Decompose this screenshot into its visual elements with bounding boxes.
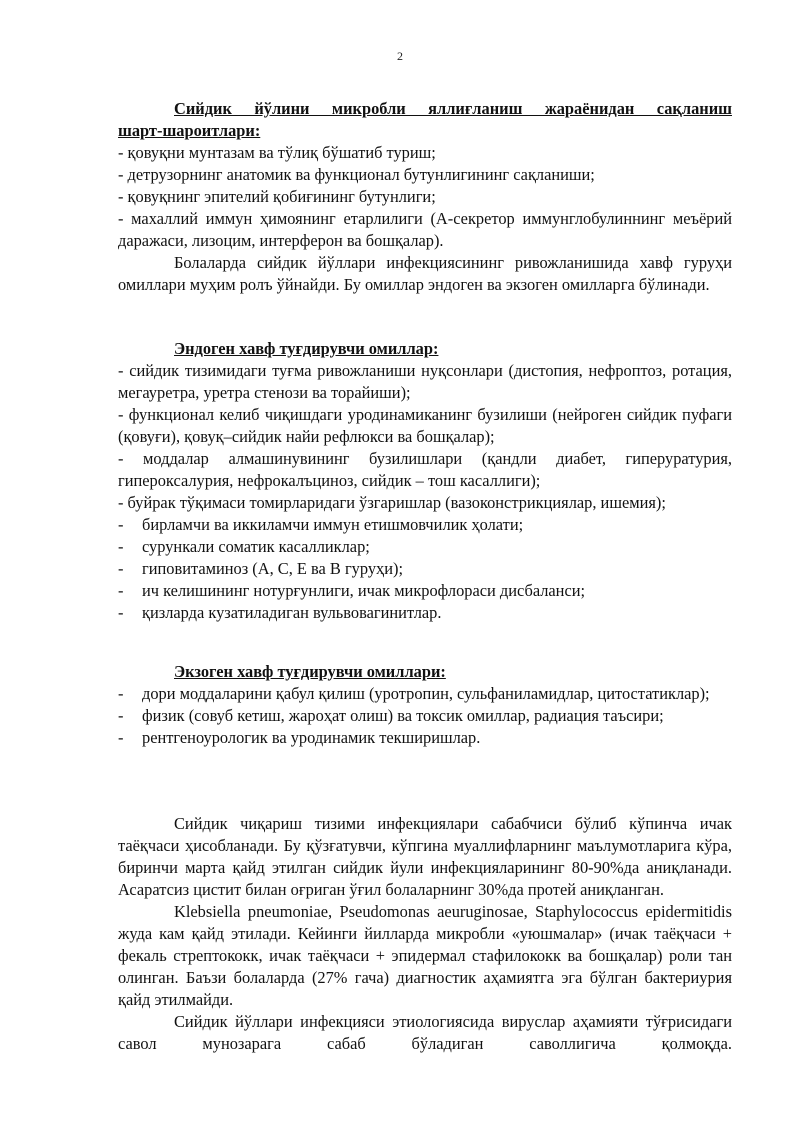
list-dash: -	[118, 706, 124, 725]
list-item-text: ич келишининг нотурғунлиги, ичак микрофлораси дисбаланси;	[142, 581, 586, 600]
section-exogenous	[118, 661, 732, 749]
list-item: - детрузорнинг анатомик ва функционал бутунлигининг сақланиши;	[118, 165, 595, 184]
list-item: - қовуқни мунтазам ва тўлиқ бўшатиб туриш;	[118, 143, 436, 162]
list-item: - буйрак тўқимаси томирларидаги ўзгаришлар (вазоконстрикциялар, ишемия);	[118, 493, 666, 512]
list-dash: -	[118, 559, 124, 578]
list-item-text: сурункали соматик касалликлар;	[142, 537, 370, 556]
list-item: - сийдик тизимидаги туғма ривожланиши нуқсонлари (дистопия, нефроптоз, ротация, мегауретра, уретра стенози ва торайиши);	[118, 361, 732, 402]
body-paragraph: Сийдик чиқариш тизими инфекциялари сабабчиси бўлиб кўпинча ичак таёқчаси ҳисобланади. Бу қўзғатувчи, кўпгина муаллифларнинг маълумотларига кўра, биринчи марта қайд этилган сийдик йули инфекцияларининг 80-90%да аниқланади. Асаратсиз цистит билан оғриган ўғил болаларнинг 30%да протей аниқланган.	[118, 814, 732, 899]
list-item-text: гиповитаминоз (A, C, E ва B гуруҳи);	[142, 559, 404, 578]
list-item-text: қизларда кузатиладиган вульвовагинитлар.	[142, 603, 442, 622]
list-item	[118, 727, 732, 749]
list-item-text: физик (совуб кетиш, жароҳат олиш) ва токсик омиллар, радиация таъсири;	[142, 706, 664, 725]
section-endogenous	[118, 338, 732, 624]
section-heading-exogenous: Экзоген хавф туғдирувчи омиллари:	[174, 662, 446, 681]
list-item: - махаллий иммун ҳимоянинг етарлилиги (А-секретор иммунглобулиннинг меъёрий даражаси, лизоцим, интерферон ва бошқалар).	[118, 209, 732, 250]
body-paragraph: Болаларда сийдик йўллари инфекциясининг ривожланишида хавф гуруҳи омиллари муҳим ролъ ўйнайди. Бу омиллар эндоген ва экзоген омилларга бўлинади.	[118, 253, 732, 294]
list-dash: -	[118, 728, 124, 747]
list-dash: -	[118, 684, 124, 703]
list-dash: -	[118, 537, 124, 556]
list-dash: -	[118, 581, 124, 600]
list-item-text: дори моддаларини қабул қилиш (уротропин, сульфаниламидлар, цитостатиклар);	[142, 684, 710, 703]
list-item-text: рентгеноурологик ва уродинамик текширишлар.	[142, 728, 481, 747]
section-heading-prevention-line1: Сийдик йўлини микробли яллиғланиш жараёнидан сақланиш	[174, 99, 732, 118]
list-item: - қовуқнинг эпителий қобиғининг бутунлиги;	[118, 187, 436, 206]
list-item	[118, 683, 732, 705]
list-dash: -	[118, 603, 124, 622]
list-item	[118, 602, 732, 624]
body-paragraph: Сийдик йўллари инфекцияси этиологиясида вируслар аҳамияти тўғрисидаги савол мунозарага сабаб бўладиган саволлигича қолмоқда.	[118, 1012, 732, 1053]
section-heading-endogenous: Эндоген хавф туғдирувчи омиллар:	[174, 339, 439, 358]
list-item: - моддалар алмашинувининг бузилишлари (қандли диабет, гиперуратурия, гипероксалурия, нефрокалъциноз, сийдик – тош касаллиги);	[118, 449, 732, 490]
section-prevention	[118, 98, 732, 296]
list-item	[118, 580, 732, 602]
list-item	[118, 558, 732, 580]
page-number: 2	[397, 49, 403, 63]
section-etiology	[118, 813, 732, 1055]
list-item: - функционал келиб чиқишдаги уродинамиканинг бузилиши (нейроген сийдик пуфаги (қовуғи), қовуқ–сийдик найи рефлюкси ва бошқалар);	[118, 405, 732, 446]
list-dash: -	[118, 515, 124, 534]
section-heading-prevention-line2: шарт-шароитлари:	[118, 121, 261, 140]
list-item	[118, 514, 732, 536]
list-item	[118, 705, 732, 727]
body-paragraph: Klebsiella pneumoniae, Pseudomonas aeuruginosae, Staphylococcus epidermitidis жуда кам қайд этилади. Кейинги йилларда микробли «уюшмалар» (ичак таёқчаси + фекаль стрептококк, ичак таёқчаси + эпидермал стафилококк ва бошқалар) роли тан олинган. Баъзи болаларда (27% гача) диагностик аҳамиятга эга бўлган бактериурия қайд этилмайди.	[118, 902, 732, 1009]
list-item-text: бирламчи ва иккиламчи иммун етишмовчилик ҳолати;	[142, 515, 524, 534]
list-item	[118, 536, 732, 558]
